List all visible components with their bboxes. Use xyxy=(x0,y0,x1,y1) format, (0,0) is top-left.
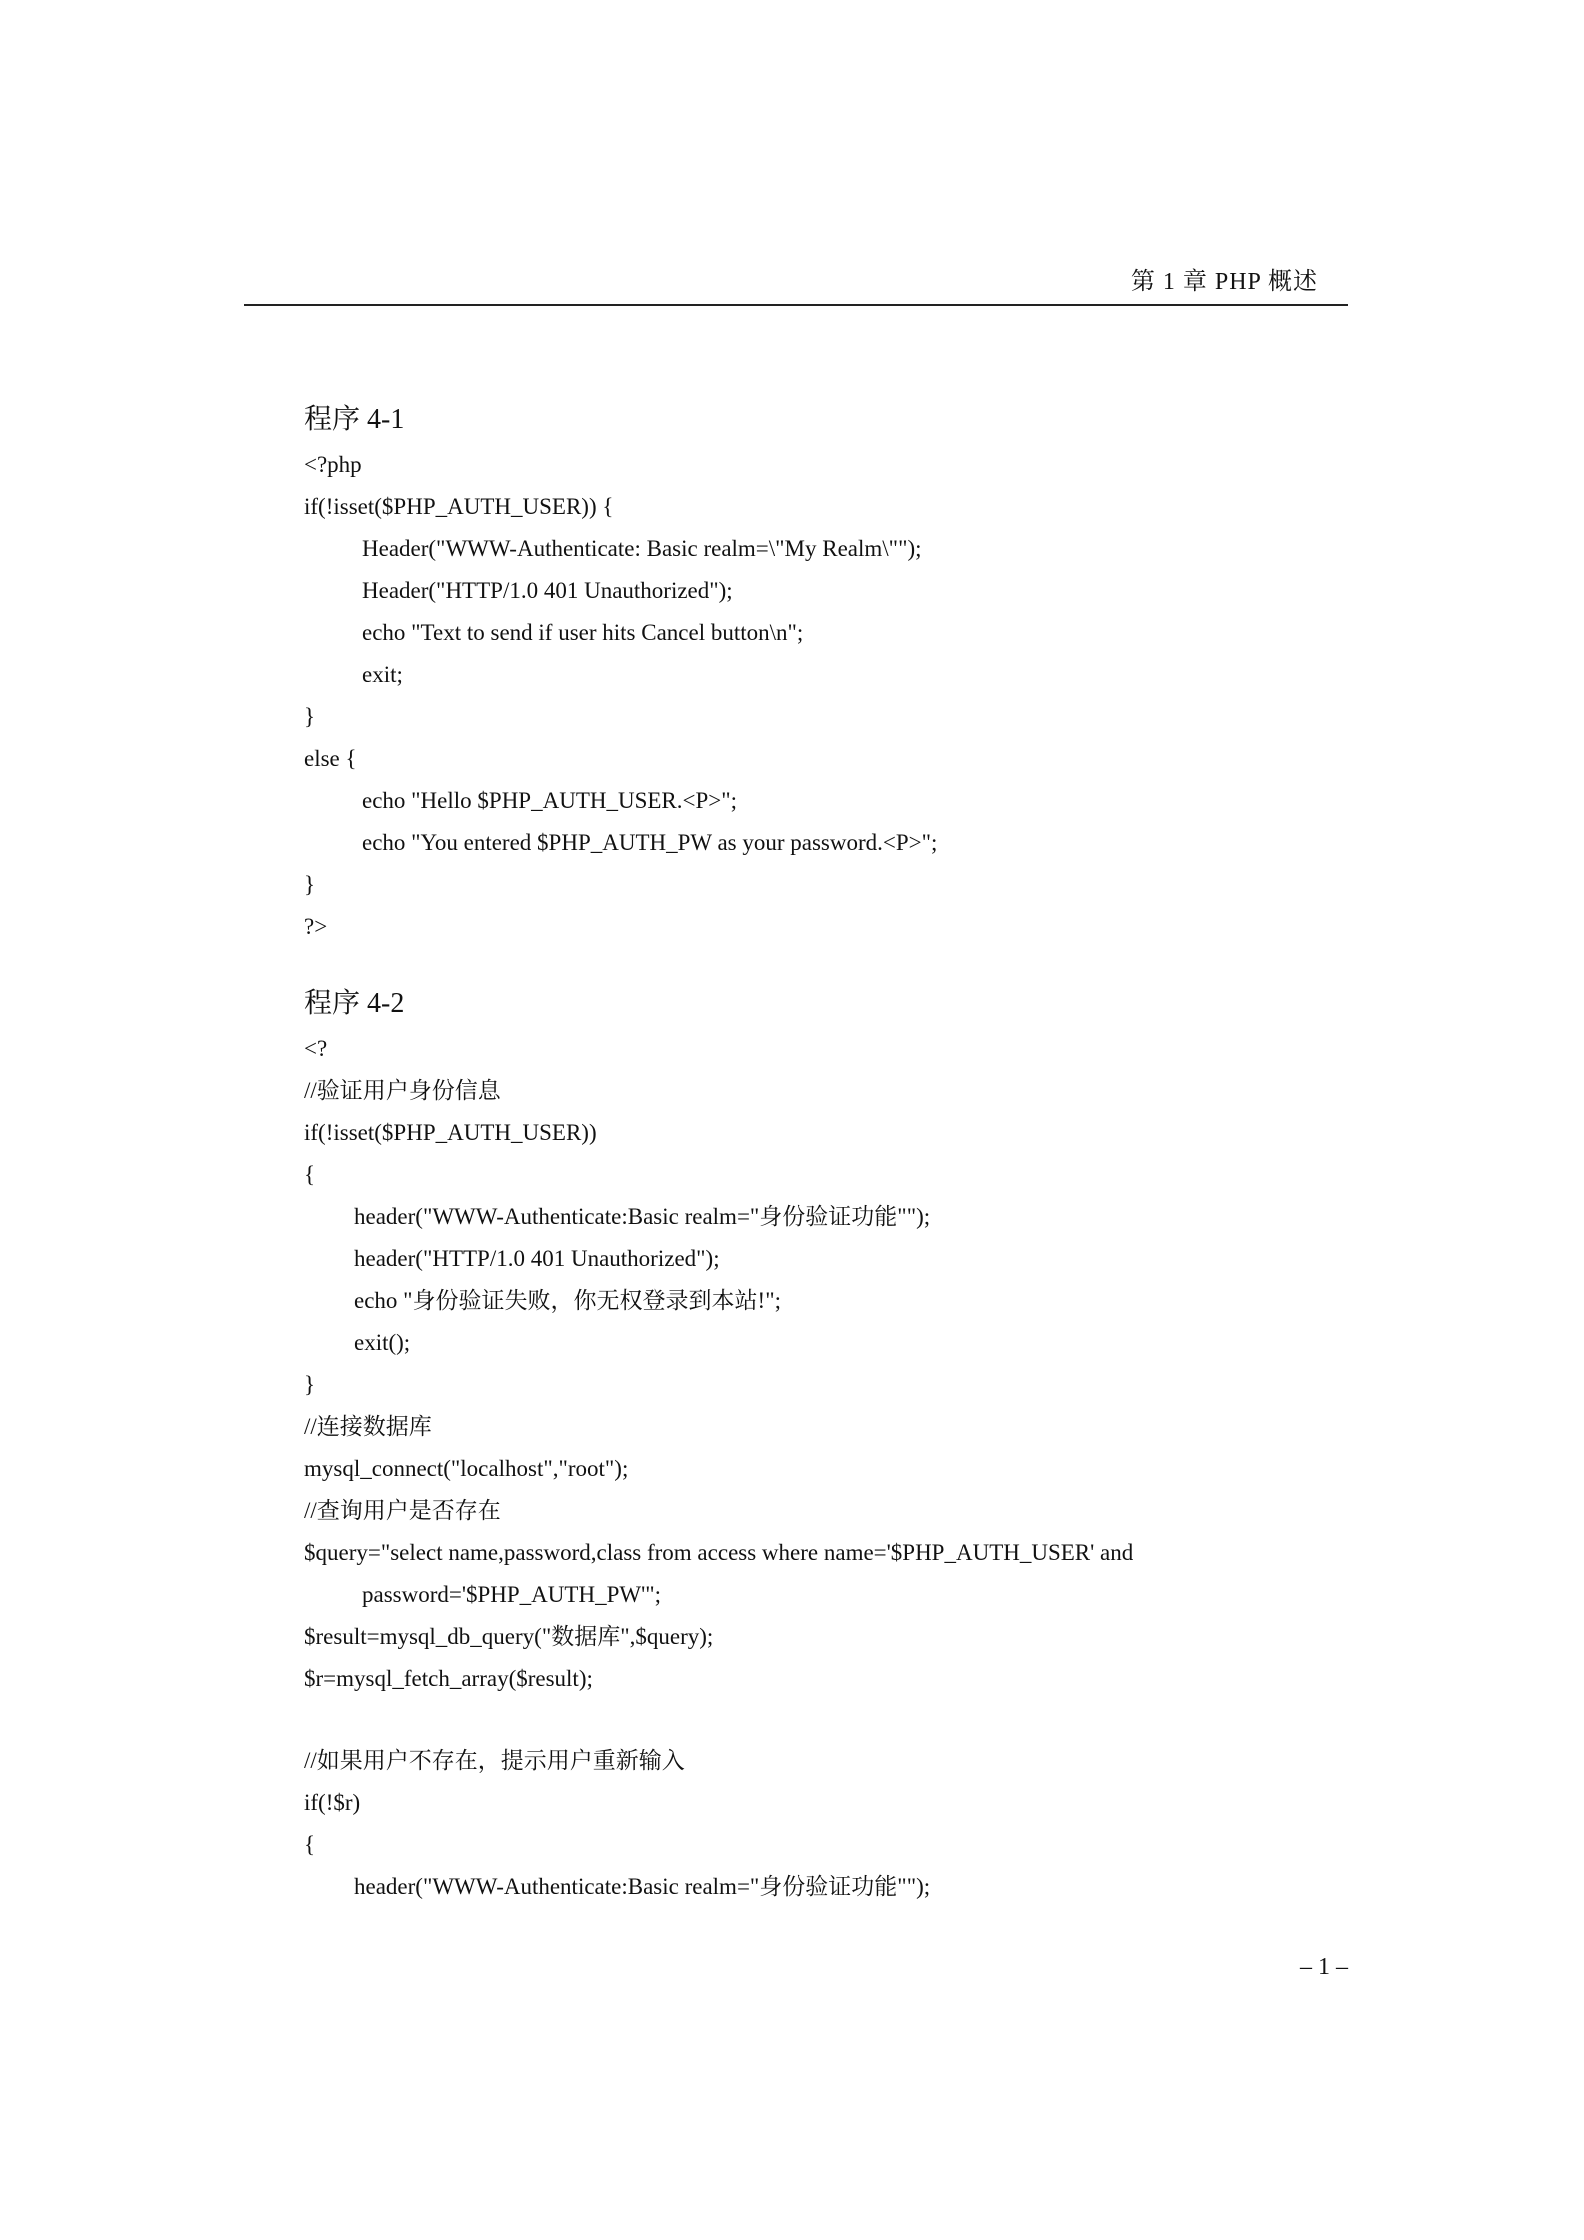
code-line: header("WWW-Authenticate:Basic realm="身份验证功能""); xyxy=(354,1204,931,1229)
code-line: { xyxy=(304,1162,316,1187)
code-listing-4-1 xyxy=(304,400,1324,948)
code-line: exit; xyxy=(362,662,403,687)
code-line: if(!isset($PHP_AUTH_USER)) xyxy=(304,1120,597,1145)
page-number: – 1 – xyxy=(1300,1954,1348,1980)
code-line: Header("WWW-Authenticate: Basic realm=\"My Realm\""); xyxy=(362,536,922,561)
code-listing-4-2 xyxy=(304,984,1324,1908)
code-line: { xyxy=(304,1832,316,1857)
code-line: } xyxy=(304,1372,316,1397)
code-blank-line xyxy=(304,1700,1324,1740)
running-header-title: 第 1 章 PHP 概述 xyxy=(1130,269,1318,295)
code-line: header("WWW-Authenticate:Basic realm="身份验证功能""); xyxy=(354,1874,931,1899)
code-line: <? xyxy=(304,1036,328,1061)
code-comment: //如果用户不存在，提示用户重新输入 xyxy=(304,1748,685,1773)
code-line: echo "身份验证失败，你无权登录到本站!"; xyxy=(354,1288,781,1313)
code-line: password='$PHP_AUTH_PW'"; xyxy=(362,1582,661,1607)
code-line: if(!$r) xyxy=(304,1790,361,1815)
code-line: if(!isset($PHP_AUTH_USER)) { xyxy=(304,494,614,519)
code-line: else { xyxy=(304,746,357,771)
listing-title: 程序 4-1 xyxy=(304,404,405,435)
code-line: echo "Text to send if user hits Cancel button\n"; xyxy=(362,620,804,645)
code-comment: //验证用户身份信息 xyxy=(304,1078,501,1103)
code-line: $query="select name,password,class from access where name='$PHP_AUTH_USER' and xyxy=(304,1540,1134,1565)
code-line: exit(); xyxy=(354,1330,411,1355)
code-line: echo "Hello $PHP_AUTH_USER.<P>"; xyxy=(362,788,738,813)
code-line: <?php xyxy=(304,452,362,477)
code-line: Header("HTTP/1.0 401 Unauthorized"); xyxy=(362,578,733,603)
code-line: } xyxy=(304,704,316,729)
code-comment: //查询用户是否存在 xyxy=(304,1498,501,1523)
code-line: ?> xyxy=(304,914,328,939)
code-line: $r=mysql_fetch_array($result); xyxy=(304,1666,593,1691)
running-header xyxy=(244,264,1348,306)
code-line: header("HTTP/1.0 401 Unauthorized"); xyxy=(354,1246,720,1271)
code-line: $result=mysql_db_query("数据库",$query); xyxy=(304,1624,714,1649)
code-line: echo "You entered $PHP_AUTH_PW as your password.<P>"; xyxy=(362,830,938,855)
code-line: mysql_connect("localhost","root"); xyxy=(304,1456,629,1481)
code-line: } xyxy=(304,872,316,897)
code-comment: //连接数据库 xyxy=(304,1414,432,1439)
listing-title: 程序 4-2 xyxy=(304,988,405,1019)
